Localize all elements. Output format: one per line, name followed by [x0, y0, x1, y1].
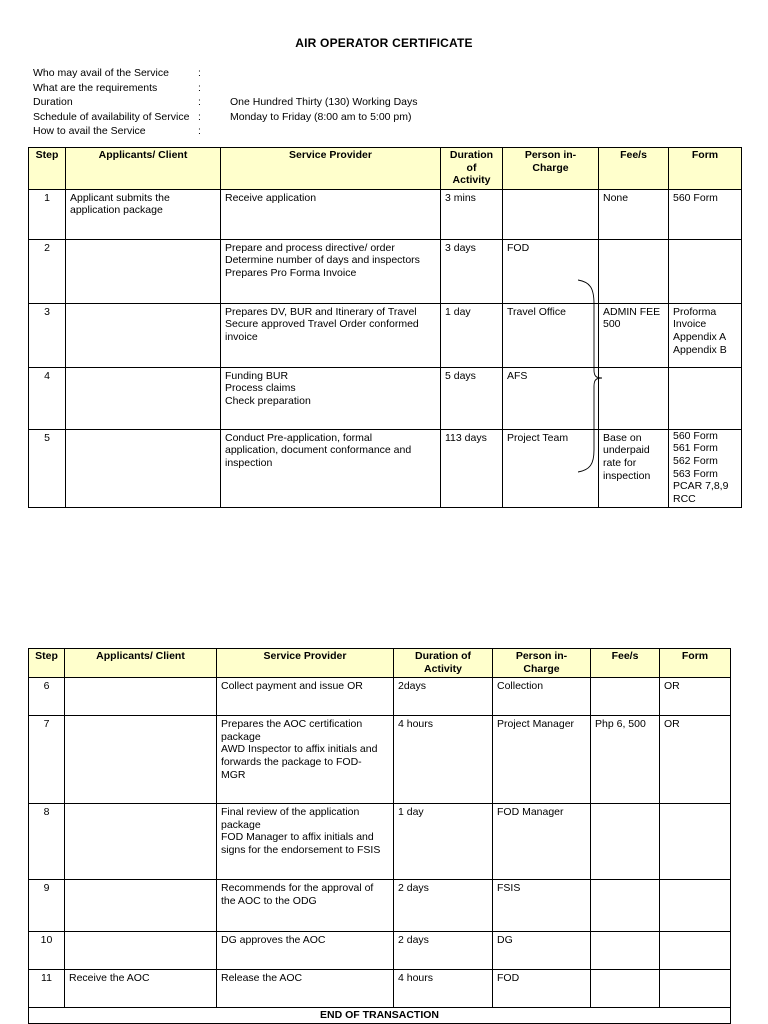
applicant-cell — [66, 367, 221, 429]
step-cell: 5 — [29, 429, 66, 508]
step-cell: 9 — [29, 880, 65, 932]
service-table-1 — [28, 147, 742, 508]
step-cell: 2 — [29, 239, 66, 303]
fee-cell — [599, 239, 669, 303]
info-colon: : — [198, 110, 201, 123]
table-header-row — [29, 148, 742, 190]
table-row — [29, 932, 731, 970]
info-colon: : — [198, 67, 201, 79]
header-form: Form — [660, 649, 731, 678]
duration-cell: 3 days — [441, 239, 503, 303]
duration-cell: 3 mins — [441, 189, 503, 239]
duration-cell: 113 days — [441, 429, 503, 508]
duration-cell: 1 day — [394, 804, 493, 880]
form-cell: 560 Form — [669, 189, 742, 239]
header-person-in-charge: Person in- Charge — [493, 649, 591, 678]
service-provider-cell: Release the AOC — [217, 970, 394, 1008]
header-applicants-client: Applicants/ Client — [65, 649, 217, 678]
service-provider-cell: Collect payment and issue OR — [217, 678, 394, 716]
applicant-cell — [65, 716, 217, 804]
applicant-cell — [65, 880, 217, 932]
applicant-cell — [65, 932, 217, 970]
table-row — [29, 303, 742, 367]
fee-cell — [591, 932, 660, 970]
person-cell: FSIS — [493, 880, 591, 932]
header-form: Form — [669, 148, 742, 190]
form-cell — [669, 367, 742, 429]
step-cell: 3 — [29, 303, 66, 367]
header-fees: Fee/s — [599, 148, 669, 190]
header-person-in-charge: Person in- Charge — [503, 148, 599, 190]
applicant-cell — [65, 804, 217, 880]
fee-cell — [599, 367, 669, 429]
info-label: How to avail the Service — [33, 125, 146, 138]
service-provider-cell: Prepares DV, BUR and Itinerary of Travel Secure approved Travel Order conformed invoice — [221, 303, 441, 367]
step-cell: 1 — [29, 189, 66, 239]
info-colon: : — [198, 81, 201, 94]
step-cell: 6 — [29, 678, 65, 716]
form-cell: Proforma Invoice Appendix A Appendix B — [669, 303, 742, 367]
header-fees: Fee/s — [591, 649, 660, 678]
form-cell — [660, 804, 731, 880]
person-cell: Project Team — [503, 429, 599, 508]
person-cell: FOD Manager — [493, 804, 591, 880]
person-cell: FOD — [493, 970, 591, 1008]
service-provider-cell: Funding BUR Process claims Check preparation — [221, 367, 441, 429]
bracket-connector — [578, 278, 602, 478]
header-duration: Duration of Activity — [441, 148, 503, 190]
step-cell: 7 — [29, 716, 65, 804]
duration-cell: 1 day — [441, 303, 503, 367]
duration-cell: 5 days — [441, 367, 503, 429]
table-row — [29, 239, 742, 303]
info-colon: : — [198, 125, 201, 138]
service-provider-cell: Prepare and process directive/ order Determine number of days and inspectors Prepares Pro Forma Invoice — [221, 239, 441, 303]
fee-cell: ADMIN FEE 500 — [599, 303, 669, 367]
header-duration: Duration of Activity — [394, 649, 493, 678]
service-provider-cell: Receive application — [221, 189, 441, 239]
header-service-provider: Service Provider — [221, 148, 441, 190]
table-header-row — [29, 649, 731, 678]
applicant-cell — [66, 239, 221, 303]
fee-cell — [591, 880, 660, 932]
person-cell: DG — [493, 932, 591, 970]
document-title: AIR OPERATOR CERTIFICATE — [295, 36, 473, 50]
step-cell: 4 — [29, 367, 66, 429]
service-provider-cell: Final review of the application package FOD Manager to affix initials and signs for the endorsement to FSIS — [217, 804, 394, 880]
form-cell — [660, 932, 731, 970]
table-row — [29, 678, 731, 716]
fee-cell: Base on underpaid rate for inspection — [599, 429, 669, 508]
info-value: One Hundred Thirty (130) Working Days — [230, 96, 418, 109]
info-label: Who may avail of the Service — [33, 67, 169, 79]
info-value: Monday to Friday (8:00 am to 5:00 pm) — [230, 110, 412, 123]
step-cell: 11 — [29, 970, 65, 1008]
duration-cell: 4 hours — [394, 970, 493, 1008]
service-provider-cell: Prepares the AOC certification package AWD Inspector to affix initials and forwards the package to FOD- MGR — [217, 716, 394, 804]
info-label: Duration — [33, 96, 73, 109]
table-row — [29, 189, 742, 239]
service-provider-cell: DG approves the AOC — [217, 932, 394, 970]
table-row — [29, 429, 742, 508]
person-cell: Project Manager — [493, 716, 591, 804]
header-step: Step — [29, 649, 65, 678]
fee-cell: None — [599, 189, 669, 239]
duration-cell: 2 days — [394, 880, 493, 932]
table-row — [29, 716, 731, 804]
table-row — [29, 880, 731, 932]
form-cell: OR — [660, 678, 731, 716]
step-cell: 8 — [29, 804, 65, 880]
applicant-cell — [66, 429, 221, 508]
info-label: What are the requirements — [33, 81, 158, 94]
fee-cell — [591, 678, 660, 716]
service-provider-cell: Conduct Pre-application, formal application, document conformance and inspection — [221, 429, 441, 508]
form-cell — [669, 239, 742, 303]
person-cell — [503, 189, 599, 239]
fee-cell: Php 6, 500 — [591, 716, 660, 804]
service-table-2 — [28, 648, 731, 1024]
person-cell: FOD — [503, 239, 599, 303]
info-label: Schedule of availability of Service — [33, 110, 190, 123]
fee-cell — [591, 804, 660, 880]
service-provider-cell: Recommends for the approval of the AOC to the ODG — [217, 880, 394, 932]
duration-cell: 2days — [394, 678, 493, 716]
form-cell: 560 Form 561 Form 562 Form 563 Form PCAR 7,8,9 RCC — [669, 429, 742, 508]
applicant-cell — [65, 678, 217, 716]
header-step: Step — [29, 148, 66, 190]
table-row — [29, 970, 731, 1008]
header-service-provider: Service Provider — [217, 649, 394, 678]
table-row — [29, 804, 731, 880]
header-applicants-client: Applicants/ Client — [66, 148, 221, 190]
person-cell: Collection — [493, 678, 591, 716]
form-cell — [660, 970, 731, 1008]
person-cell: AFS — [503, 367, 599, 429]
fee-cell — [591, 970, 660, 1008]
form-cell: OR — [660, 716, 731, 804]
table-row — [29, 367, 742, 429]
step-cell: 10 — [29, 932, 65, 970]
form-cell — [660, 880, 731, 932]
person-cell: Travel Office — [503, 303, 599, 367]
applicant-cell: Receive the AOC — [65, 970, 217, 1008]
info-colon: : — [198, 96, 201, 109]
end-of-transaction: END OF TRANSACTION — [29, 1008, 731, 1024]
applicant-cell: Applicant submits the application package — [66, 189, 221, 239]
end-row — [29, 1008, 731, 1024]
applicant-cell — [66, 303, 221, 367]
duration-cell: 2 days — [394, 932, 493, 970]
duration-cell: 4 hours — [394, 716, 493, 804]
